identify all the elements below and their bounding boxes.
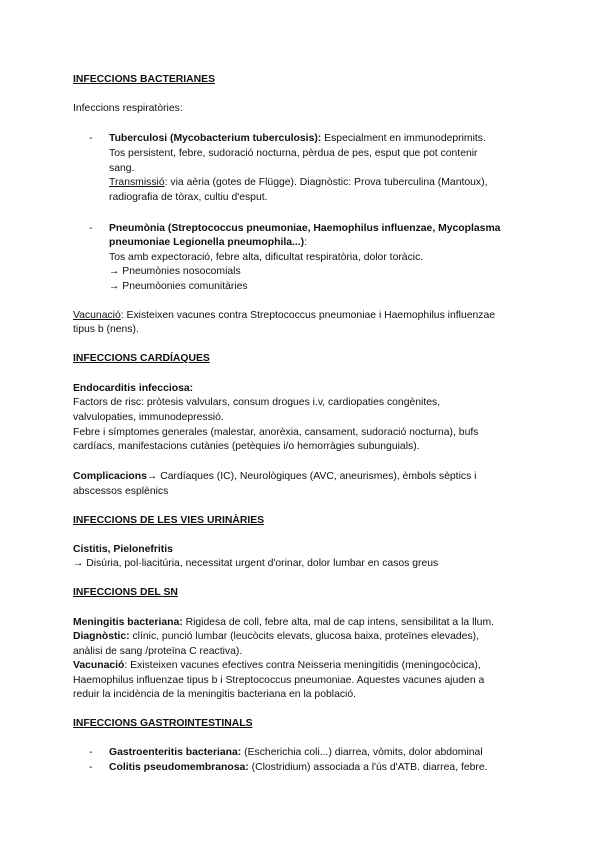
pneumonia-line3: Tos amb expectoració, febre alta, dificultat respiratòria, dolor toràcic.: [109, 252, 424, 263]
meningitis-label: Meningitis bacteriana:: [73, 617, 183, 628]
cardiaques-line2: valvulopaties, immunodepressió.: [73, 412, 224, 423]
colitis-rest: (Clostridium) associada a l'ús d'ATB. diarrea, febre.: [248, 762, 488, 773]
cistitis-title: Cistitis, Pielonefritis: [73, 544, 173, 555]
meningitis-rest: Rigidesa de coll, febre alta, mal de cap intens, sensibilitat a la llum.: [182, 617, 495, 628]
section-heading-bacterianes: INFECCIONS BACTERIANES: [73, 74, 216, 85]
gastroenteritis-rest: (Escherichia coli...) diarrea, vòmits, dolor abdominal: [241, 747, 483, 758]
complicacions-rest: → Cardíaques (IC), Neurològiques (AVC, aneurismes), èmbols sèptics i: [146, 471, 477, 482]
gastro-item: [109, 745, 483, 760]
bullet-pneumonia: -: [89, 223, 93, 234]
meningitis-line: [73, 615, 494, 630]
pneumonia-title2: [109, 235, 307, 250]
complicacions-line2: abscessos esplènics: [73, 486, 169, 497]
tuberculosi-title: Tuberculosi (Mycobacterium tuberculosis):: [109, 133, 322, 144]
diagnostic-line: [73, 629, 479, 644]
pneumonia-line5: → Pneumòonies comunitàries: [109, 281, 248, 292]
pneumonia-title2-colon: :: [304, 237, 308, 248]
gastroenteritis-label: Gastroenteritis bacteriana:: [109, 747, 242, 758]
tuberculosi-line2: Tos persistent, febre, sudoració nocturna, pèrdua de pes, esput que pot contenir: [109, 148, 478, 159]
cardiaques-line3: Febre i símptomes generales (malestar, anorèxia, cansament, sudoració nocturna), bufs: [73, 427, 479, 438]
diagnostic-rest: clínic, punció lumbar (leucòcits elevats, glucosa baixa, proteïnes elevades),: [129, 631, 479, 642]
bullet-gastroenteritis: -: [89, 747, 93, 758]
section-heading-sn: INFECCIONS DEL SN: [73, 587, 178, 598]
section-heading-cardiaques: INFECCIONS CARDÍAQUES: [73, 353, 210, 364]
cardiaques-line4: cardíacs, manifestacions cutànies (petèquies i/o hemorràgies subunguials).: [73, 441, 420, 452]
urinaries-line1: → Disúria, pol·liacitúria, necessitat urgent d'orinar, dolor lumbar en casos greus: [73, 558, 439, 569]
pneumonia-title1: Pneumònia (Streptococcus pneumoniae, Haemophilus influenzae, Mycoplasma: [109, 223, 501, 234]
sn-vacunacio-label: Vacunació: [73, 660, 125, 671]
transmission-label: Transmissió: [109, 177, 165, 188]
tuberculosi-line1-rest: Especialment en immunodeprimits.: [321, 133, 486, 144]
bullet-colitis: -: [89, 762, 93, 773]
respiratory-intro: Infeccions respiratòries:: [73, 103, 183, 114]
pneumonia-line4: → Pneumònies nosocomials: [109, 266, 241, 277]
vacunacio-line1-rest: : Existeixen vacunes contra Streptococcus pneumoniae i Haemophilus influenzae: [120, 310, 496, 321]
tuberculosi-line4: [109, 175, 487, 190]
bullet-tuberculosi: -: [89, 133, 93, 144]
section-heading-urinaries: INFECCIONS DE LES VIES URINÀRIES: [73, 515, 265, 526]
diagnostic-label: Diagnòstic:: [73, 631, 130, 642]
colitis-label: Colitis pseudomembranosa:: [109, 762, 249, 773]
vacunacio-line1: [73, 308, 495, 323]
complicacions-line1: [73, 469, 476, 484]
complicacions-label: Complicacions: [73, 471, 147, 482]
sn-line5: Haemophilus influenzae tipus b i Streptococcus pneumoniae. Aquestes vacunes ajuden a: [73, 675, 485, 686]
tuberculosi-line3: sang.: [109, 163, 135, 174]
sn-line3: anàlisi de sang /proteïna C reactiva).: [73, 646, 243, 657]
gastro-item: [109, 760, 488, 775]
cardiaques-line1: Factors de risc: pròtesis valvulars, consum drogues i.v, cardiopaties congènites,: [73, 397, 441, 408]
tuberculosi-line5: radiografia de tòrax, cultiu d'esput.: [109, 192, 268, 203]
tuberculosi-line4-rest: : via aèria (gotes de Flügge). Diagnòstic: Prova tuberculina (Mantoux),: [164, 177, 488, 188]
vacunacio-line2: tipus b (nens).: [73, 324, 139, 335]
sn-line6: reduir la incidència de la meningitis bacteriana en la població.: [73, 689, 357, 700]
endocarditis-title: Endocarditis infecciosa:: [73, 383, 194, 394]
tuberculosi-line1: [109, 131, 486, 146]
sn-vacunacio-rest: : Existeixen vacunes efectives contra Neisseria meningitidis (meningocòcica),: [124, 660, 481, 671]
vacunacio-label: Vacunació: [73, 310, 121, 321]
pneumonia-title2-text: pneumoniae Legionella pneumophila...): [109, 237, 305, 248]
section-heading-gastro: INFECCIONS GASTROINTESTINALS: [73, 718, 253, 729]
sn-vacunacio-line: [73, 658, 481, 673]
